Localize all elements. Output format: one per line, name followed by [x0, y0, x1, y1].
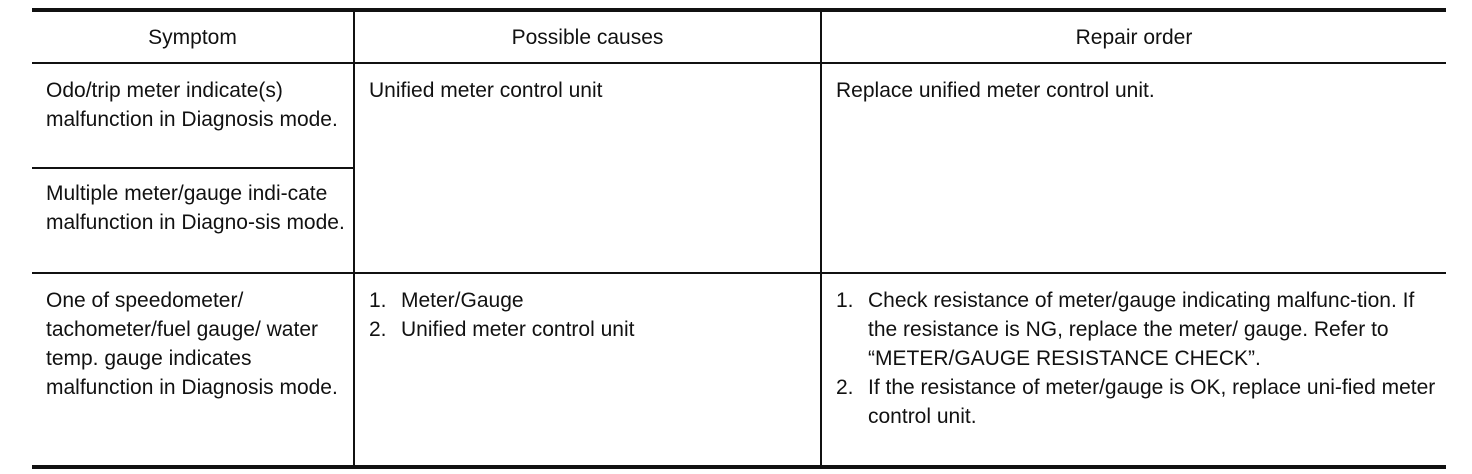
header-possible-causes: Possible causes	[354, 10, 821, 63]
header-row	[32, 10, 1446, 63]
symptom-text: One of speedometer/ tachometer/fuel gauge/ water temp. gauge indicates malfunction in Diagnosis mode.	[46, 289, 338, 399]
item-text: Meter/Gauge	[401, 289, 524, 312]
header-symptom: Symptom	[32, 10, 354, 63]
table-row	[32, 63, 1446, 168]
table-row	[32, 273, 1446, 467]
item-number: 1.	[836, 289, 854, 312]
list-item	[836, 373, 1438, 431]
repair-cell	[821, 63, 1446, 273]
table-body	[32, 63, 1446, 467]
item-number: 1.	[369, 289, 387, 312]
item-number: 2.	[369, 318, 387, 341]
table-header	[32, 10, 1446, 63]
repair-cell	[821, 273, 1446, 467]
symptom-cell	[32, 273, 354, 467]
symptom-text: Multiple meter/gauge indi-cate malfunction in Diagno-sis mode.	[46, 182, 345, 234]
repair-text: Replace unified meter control unit.	[836, 79, 1155, 102]
list-item	[369, 286, 812, 315]
list-item	[836, 286, 1438, 373]
causes-cell	[354, 63, 821, 273]
item-text: If the resistance of meter/gauge is OK, replace uni-fied meter control unit.	[868, 376, 1436, 428]
diagnosis-table	[32, 8, 1446, 469]
item-text: Check resistance of meter/gauge indicating malfunc-tion. If the resistance is NG, replace the meter/ gauge. Refer to “METER/GAUGE RESISTANCE CHECK”.	[868, 289, 1415, 370]
item-number: 2.	[836, 376, 854, 399]
list-item	[369, 315, 812, 344]
symptom-text: Odo/trip meter indicate(s) malfunction in Diagnosis mode.	[46, 79, 338, 131]
causes-list	[369, 286, 812, 344]
causes-cell	[354, 273, 821, 467]
symptom-cell	[32, 63, 354, 168]
causes-text: Unified meter control unit	[369, 79, 603, 102]
symptom-cell	[32, 168, 354, 273]
repair-list	[836, 286, 1438, 431]
item-text: Unified meter control unit	[401, 318, 635, 341]
header-repair-order: Repair order	[821, 10, 1446, 63]
